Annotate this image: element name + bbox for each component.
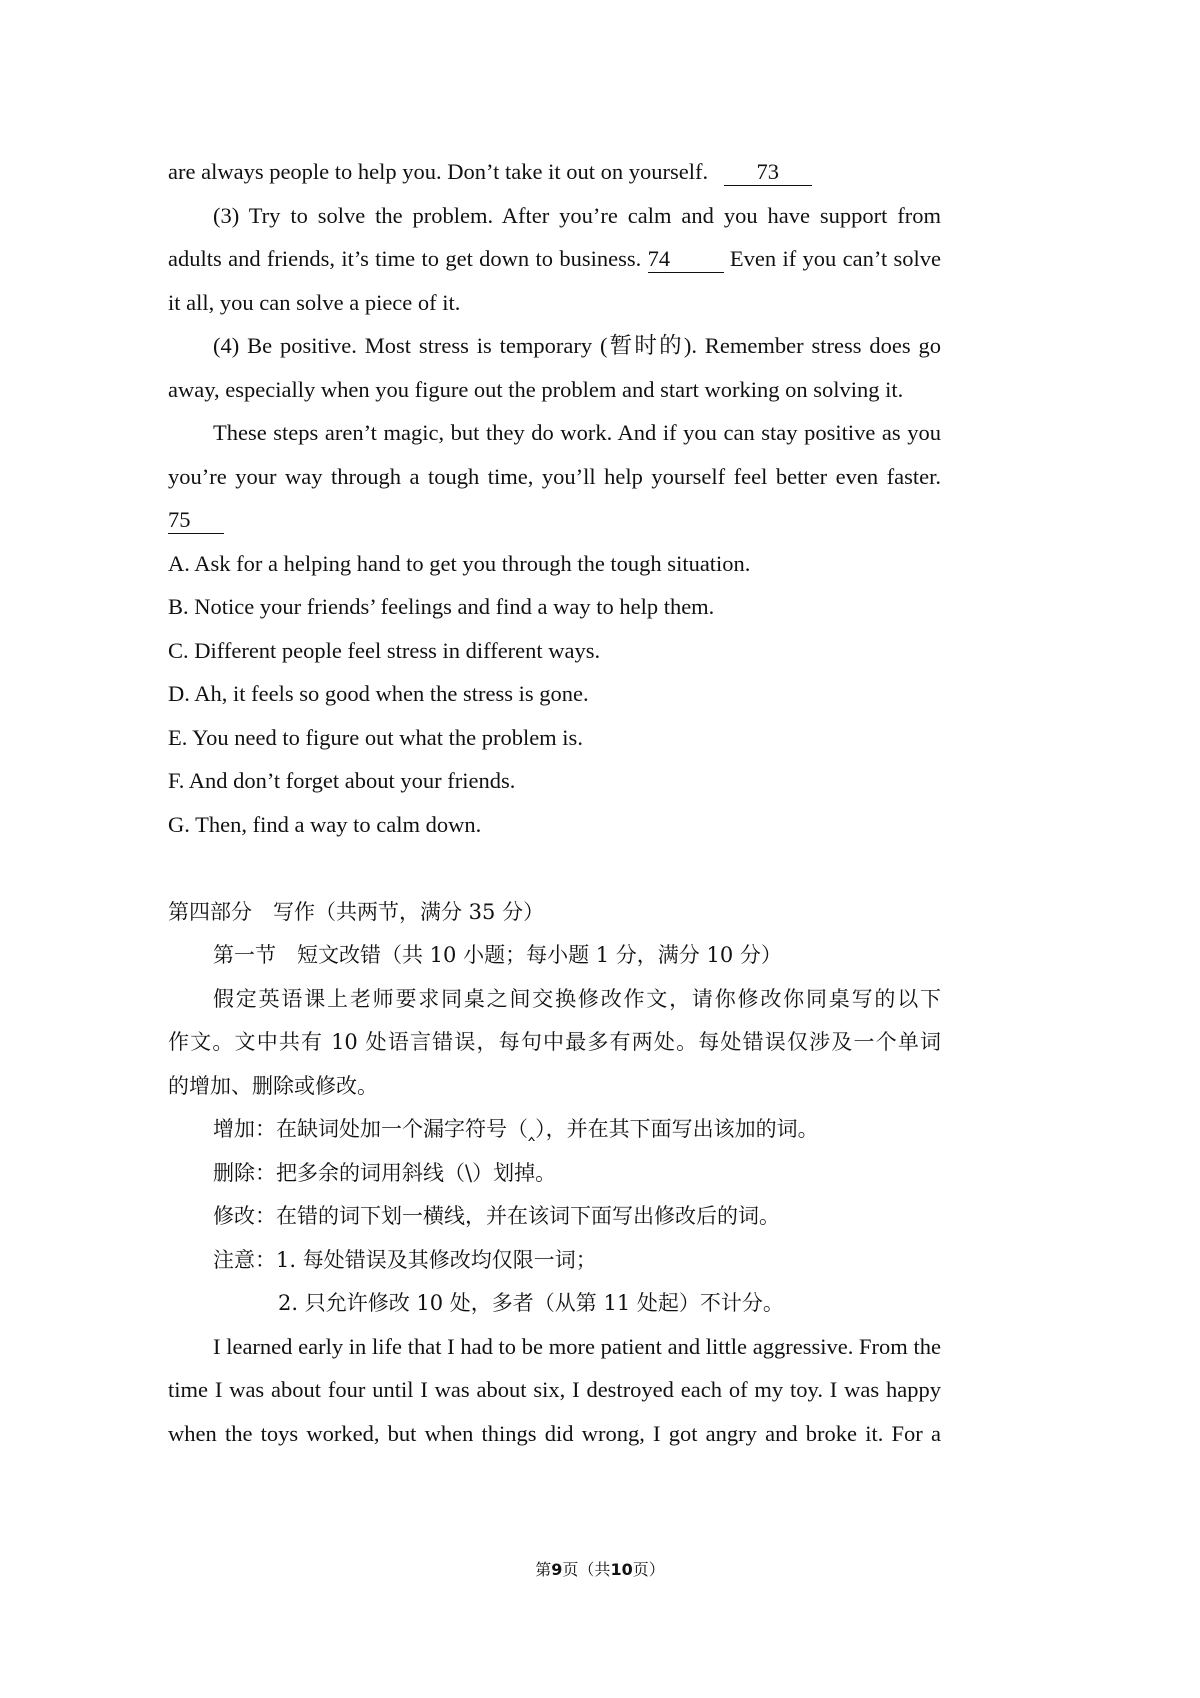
- option-text: B. Notice your friends’ feelings and find a way to help them.: [168, 594, 715, 619]
- instruction-text: 的增加、删除或修改。: [168, 1074, 378, 1098]
- answer-blank-75: [168, 507, 224, 534]
- passage-text: away, especially when you figure out the problem and start working on solving it.: [168, 377, 904, 402]
- rule-text: 删除：把多余的词用斜线（\）划掉。: [213, 1161, 557, 1185]
- answer-blank-74: [648, 246, 724, 273]
- passage-line: [168, 500, 368, 540]
- blank-number: 74: [647, 246, 671, 271]
- passage-line: [213, 196, 941, 236]
- note-line: [278, 1283, 941, 1323]
- passage-line: [168, 457, 941, 497]
- rule-modify: [213, 1196, 941, 1236]
- instruction-line: [168, 1066, 941, 1106]
- page-footer: [0, 1558, 1200, 1582]
- passage-text: adults and friends, it’s time to get down to business.: [168, 246, 642, 271]
- option-item: [168, 544, 941, 584]
- instruction-text: 作文。文中共有 10 处语言错误，每句中最多有两处。每处错误仅涉及一个单词: [168, 1030, 941, 1054]
- passage-line: [168, 283, 941, 323]
- passage-text: These steps aren’t magic, but they do work. And if you can stay positive as you: [213, 420, 941, 445]
- passage-text: you’re your way through a tough time, you’ll help yourself feel better even faster.: [168, 464, 941, 489]
- essay-text: I learned early in life that I had to be more patient and little aggressive. From the: [213, 1334, 941, 1359]
- sub-section-heading: [213, 935, 941, 975]
- blank-number: 75: [168, 507, 191, 532]
- option-text: F. And don’t forget about your friends.: [168, 768, 516, 793]
- passage-line: [213, 413, 941, 453]
- answer-blank-73: [724, 159, 812, 186]
- option-item: [168, 718, 941, 758]
- essay-text: when the toys worked, but when things did wrong, I got angry and broke it. For a: [168, 1421, 941, 1446]
- footer-middle: 页（共: [562, 1560, 611, 1579]
- rule-text: 修改：在错的词下划一横线，并在该词下面写出修改后的词。: [213, 1204, 780, 1228]
- option-text: A. Ask for a helping hand to get you through the tough situation.: [168, 551, 751, 576]
- footer-prefix: 第: [535, 1560, 552, 1579]
- option-text: C. Different people feel stress in different ways.: [168, 638, 601, 663]
- option-text: D. Ah, it feels so good when the stress is gone.: [168, 681, 589, 706]
- section-heading-text: 第四部分 写作（共两节，满分 35 分）: [168, 900, 545, 924]
- total-pages: 10: [610, 1560, 633, 1579]
- note-text: 注意：1. 每处错误及其修改均仅限一词；: [213, 1248, 597, 1272]
- page-number: 9: [551, 1560, 563, 1579]
- rule-text: 增加：在缺词处加一个漏字符号（‸），并在其下面写出该加的词。: [213, 1117, 819, 1141]
- essay-line: [168, 1414, 941, 1454]
- passage-text: (4) Be positive. Most stress is temporary (暂时的). Remember stress does go: [213, 333, 941, 358]
- footer-suffix: 页）: [632, 1560, 665, 1579]
- sub-section-heading-text: 第一节 短文改错（共 10 小题；每小题 1 分，满分 10 分）: [213, 943, 782, 967]
- passage-line: [168, 239, 941, 279]
- option-item: [168, 631, 941, 671]
- instruction-line: [213, 979, 941, 1019]
- passage-line: [168, 370, 941, 410]
- essay-line: [213, 1327, 941, 1367]
- essay-line: [168, 1370, 941, 1410]
- note-text: 2. 只允许修改 10 处，多者（从第 11 处起）不计分。: [278, 1291, 784, 1315]
- rule-add: [213, 1109, 941, 1149]
- passage-text: are always people to help you. Don’t take it out on yourself.: [168, 159, 709, 184]
- passage-line: [168, 152, 948, 192]
- option-item: [168, 805, 941, 845]
- passage-text: it all, you can solve a piece of it.: [168, 290, 461, 315]
- passage-text: (3) Try to solve the problem. After you’re calm and you have support from: [213, 203, 941, 228]
- section-heading: [168, 892, 941, 932]
- instruction-line: [168, 1022, 941, 1062]
- option-item: [168, 674, 941, 714]
- option-text: G. Then, find a way to calm down.: [168, 812, 482, 837]
- blank-number: 73: [756, 159, 779, 184]
- passage-line: [213, 326, 941, 366]
- passage-text: Even if you can’t solve: [729, 246, 942, 271]
- option-text: E. You need to figure out what the problem is.: [168, 725, 583, 750]
- instruction-text: 假定英语课上老师要求同桌之间交换修改作文，请你修改你同桌写的以下: [213, 987, 941, 1011]
- option-item: [168, 587, 941, 627]
- note-line: [213, 1240, 941, 1280]
- option-item: [168, 761, 941, 801]
- rule-delete: [213, 1153, 941, 1193]
- essay-text: time I was about four until I was about six, I destroyed each of my toy. I was happy: [168, 1377, 941, 1402]
